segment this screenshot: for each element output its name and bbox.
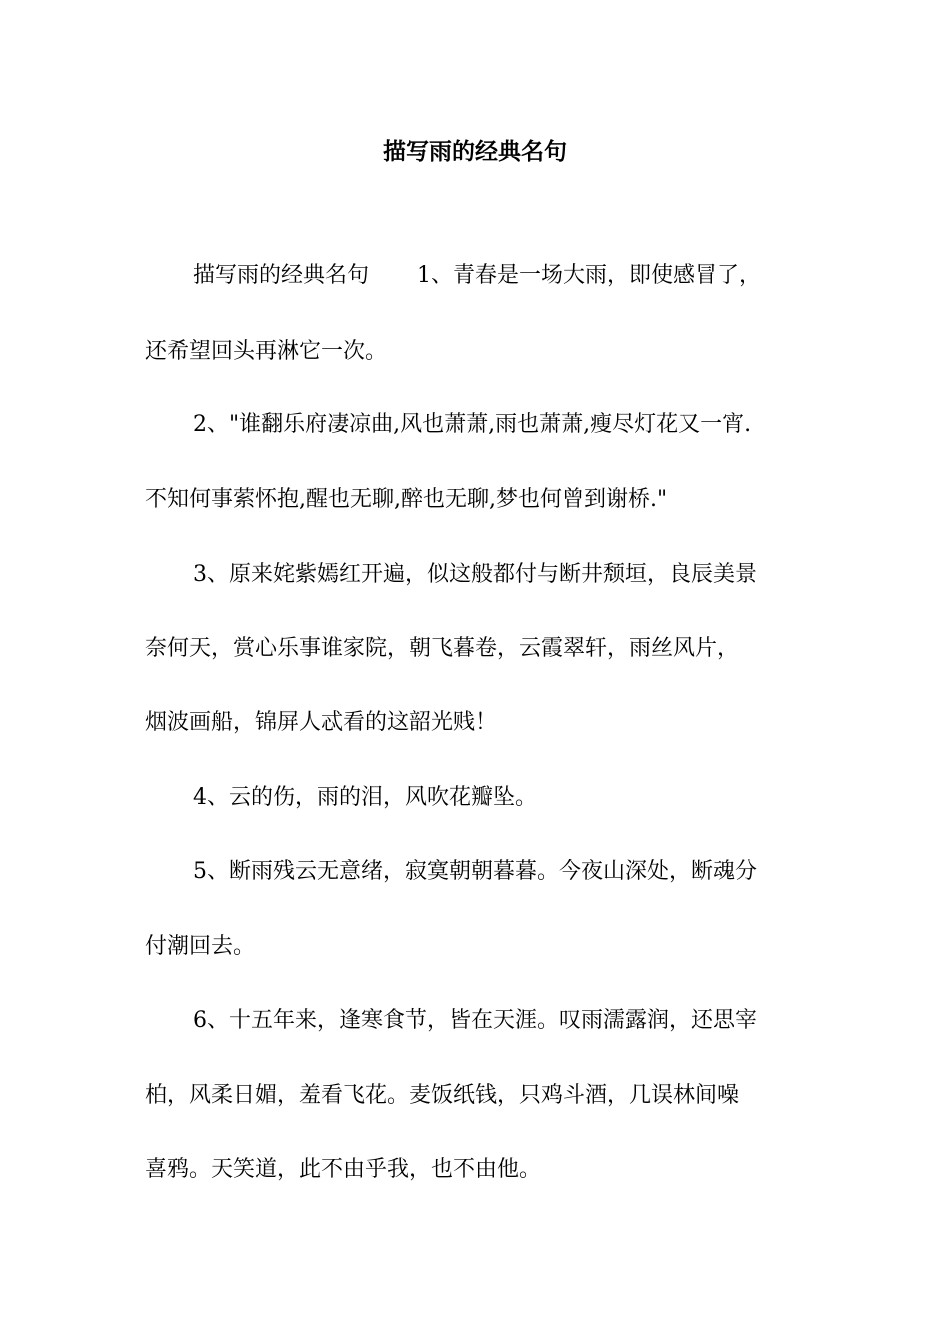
paragraph-1-line-1 bbox=[193, 261, 810, 291]
paragraph-6-line-2: 柏，风柔日媚，羞看飞花。麦饭纸钱，只鸡斗酒，几误林间噪 bbox=[145, 1083, 740, 1108]
paragraph-5-line-1: 5、断雨残云无意绪，寂寞朝朝暮暮。今夜山深处，断魂分 bbox=[193, 859, 757, 884]
paragraph-5-line-2: 付潮回去。 bbox=[145, 934, 256, 959]
paragraph-3-line-3: 烟波画船，锦屏人忒看的这韶光贱！ bbox=[145, 710, 498, 735]
paragraph-2-line-1: 2、"谁翻乐府凄凉曲,风也萧萧,雨也萧萧,瘦尽灯花又一宵. bbox=[193, 412, 752, 437]
paragraph-4-line-1: 4、云的伤，雨的泪，风吹花瓣坠。 bbox=[193, 785, 537, 810]
quote-1-start: 1、青春是一场大雨，即使感冒了， bbox=[417, 263, 762, 288]
paragraph-6-line-3: 喜鸦。天笑道，此不由乎我，也不由他。 bbox=[145, 1157, 542, 1182]
paragraph-6-line-1: 6、十五年来，逢寒食节，皆在天涯。叹雨濡露润，还思宰 bbox=[193, 1008, 757, 1033]
paragraph-3-line-2: 奈何天，赏心乐事谁家院，朝飞暮卷，云霞翠轩，雨丝风片， bbox=[145, 636, 740, 661]
paragraph-3-line-1: 3、原来姹紫嫣红开遍，似这般都付与断井颓垣，良辰美景 bbox=[193, 562, 757, 587]
paragraph-1-line-2: 还希望回头再淋它一次。 bbox=[145, 339, 388, 364]
document-title: 描写雨的经典名句 bbox=[383, 139, 567, 165]
intro-label: 描写雨的经典名句 bbox=[193, 263, 370, 288]
paragraph-2-line-2: 不知何事萦怀抱,醒也无聊,醉也无聊,梦也何曾到谢桥." bbox=[145, 487, 668, 512]
